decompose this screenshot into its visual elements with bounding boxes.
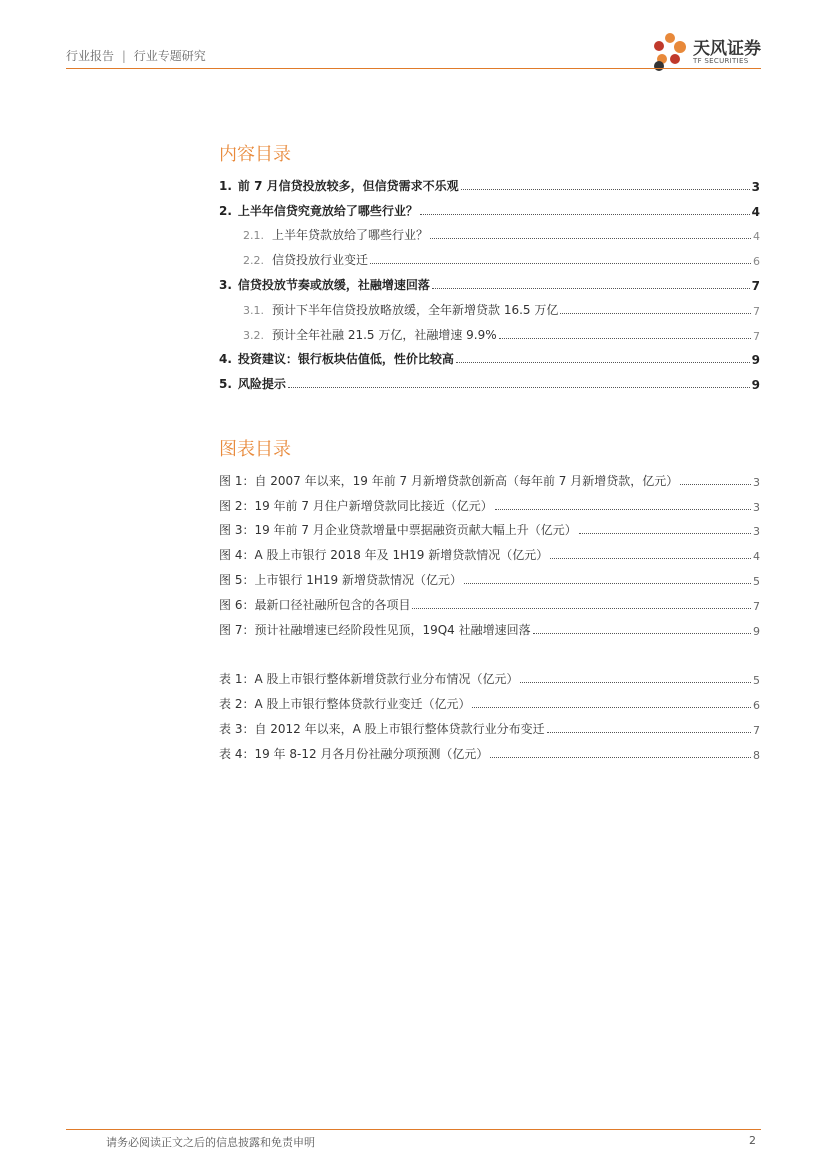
figure-page: 4 (753, 550, 760, 564)
figure-page: 3 (753, 525, 760, 539)
logo-name-en: TF SECURITIES (693, 57, 749, 65)
figure-entry[interactable] (219, 563, 760, 588)
toc-entry[interactable] (219, 343, 760, 368)
figure-entry[interactable] (219, 538, 760, 563)
toc-page: 6 (753, 255, 760, 269)
toc-page: 9 (751, 353, 760, 368)
toc-entry-label: 4. 投资建议：银行板块估值低，性价比较高 (219, 352, 454, 367)
toc-page: 7 (751, 278, 760, 293)
logo-flower-icon (649, 30, 691, 72)
table-entry-label: 表 4：19 年 8-12 月各月份社融分项预测（亿元） (219, 746, 489, 761)
toc-leader (288, 387, 750, 388)
toc-entry-label: 3.2. 预计全年社融 21.5 万亿，社融增速 9.9% (243, 327, 497, 342)
page-number: 2 (749, 1134, 756, 1147)
table-entry[interactable] (219, 737, 760, 762)
table-page: 6 (753, 698, 760, 712)
figure-page: 3 (753, 500, 760, 514)
toc-leader (430, 238, 751, 239)
toc-page: 4 (751, 204, 760, 219)
list-spacer (219, 638, 760, 663)
figure-page: 9 (753, 624, 760, 638)
toc-leader (472, 707, 751, 708)
table-entry-label: 表 2：A 股上市银行整体贷款行业变迁（亿元） (219, 696, 471, 711)
toc-leader (579, 533, 751, 534)
toc-entry[interactable] (219, 169, 760, 194)
table-page: 5 (753, 674, 760, 688)
figures-title: 图表目录 (219, 439, 291, 460)
toc-leader (499, 338, 751, 339)
table-entry[interactable] (219, 687, 760, 712)
toc-leader (461, 189, 750, 190)
figure-entry[interactable] (219, 489, 760, 514)
header-category: 行业报告 (66, 49, 115, 63)
footer-disclaimer[interactable]: 请务必阅读正文之后的信息披露和免责申明 (106, 1136, 315, 1149)
toc-entry[interactable] (219, 293, 760, 318)
toc-page: 3 (751, 179, 760, 194)
table-entry[interactable] (219, 712, 760, 737)
toc-leader (464, 583, 751, 584)
toc-leader (547, 732, 751, 733)
figure-page: 3 (753, 475, 760, 489)
toc-entry-label: 5. 风险提示 (219, 377, 286, 392)
table-entry-label: 表 3：自 2012 年以来，A 股上市银行整体贷款行业分布变迁 (219, 721, 545, 736)
toc-entry-label: 2. 上半年信贷究竟放给了哪些行业？ (219, 203, 418, 218)
figures-list (219, 464, 760, 762)
toc-leader (412, 608, 751, 609)
table-page: 8 (753, 748, 760, 762)
toc-leader (456, 362, 750, 363)
company-logo (649, 30, 764, 72)
contents-list (219, 169, 760, 392)
figure-entry-label: 图 6：最新口径社融所包含的各项目 (219, 597, 411, 612)
figure-entry[interactable] (219, 464, 760, 489)
figure-page: 7 (753, 599, 760, 613)
figure-entry-label: 图 2：19 年前 7 月住户新增贷款同比接近（亿元） (219, 498, 493, 513)
toc-leader (560, 313, 751, 314)
header-subcategory: 行业专题研究 (133, 49, 206, 63)
header-breadcrumb (66, 47, 206, 64)
toc-page: 7 (753, 329, 760, 343)
toc-page: 7 (753, 304, 760, 318)
footer-divider (66, 1129, 761, 1130)
toc-entry[interactable] (219, 367, 760, 392)
toc-entry[interactable] (219, 268, 760, 293)
logo-name-cn: 天风证券 (693, 39, 761, 59)
figure-entry[interactable] (219, 514, 760, 539)
table-entry-label: 表 1：A 股上市银行整体新增贷款行业分布情况（亿元） (219, 672, 519, 687)
figure-entry[interactable] (219, 588, 760, 613)
figure-entry-label: 图 5：上市银行 1H19 新增贷款情况（亿元） (219, 572, 463, 587)
toc-leader (432, 288, 750, 289)
contents-title: 内容目录 (219, 144, 291, 165)
header-divider (66, 68, 761, 69)
figure-entry-label: 图 7：预计社融增速已经阶段性见顶，19Q4 社融增速回落 (219, 622, 531, 637)
toc-leader (533, 633, 751, 634)
figure-entry-label: 图 3：19 年前 7 月企业贷款增量中票据融资贡献大幅上升（亿元） (219, 523, 577, 538)
toc-entry-label: 1. 前 7 月信贷投放较多，但信贷需求不乐观 (219, 178, 459, 193)
figure-entry-label: 图 1：自 2007 年以来，19 年前 7 月新增贷款创新高（每年前 7 月新增贷款，亿元） (219, 473, 679, 488)
header-separator: | (121, 49, 126, 63)
toc-entry-label: 3. 信贷投放节奏或放缓，社融增速回落 (219, 277, 430, 292)
toc-page: 9 (751, 378, 760, 393)
toc-leader (680, 484, 751, 485)
toc-entry-label: 2.2. 信贷投放行业变迁 (243, 253, 369, 268)
toc-leader (370, 263, 751, 264)
toc-leader (550, 558, 751, 559)
toc-leader (495, 509, 751, 510)
toc-entry[interactable] (219, 194, 760, 219)
table-page: 7 (753, 723, 760, 737)
toc-entry[interactable] (219, 243, 760, 268)
toc-entry-label: 3.1. 预计下半年信贷投放略放缓，全年新增贷款 16.5 万亿 (243, 302, 559, 317)
table-entry[interactable] (219, 662, 760, 687)
toc-leader (420, 214, 750, 215)
toc-entry-label: 2.1. 上半年贷款放给了哪些行业？ (243, 228, 429, 243)
toc-entry[interactable] (219, 219, 760, 244)
toc-leader (520, 682, 751, 683)
figure-page: 5 (753, 574, 760, 588)
toc-entry[interactable] (219, 318, 760, 343)
toc-leader (490, 757, 751, 758)
figure-entry-label: 图 4：A 股上市银行 2018 年及 1H19 新增贷款情况（亿元） (219, 548, 549, 563)
toc-page: 4 (753, 230, 760, 244)
figure-entry[interactable] (219, 613, 760, 638)
